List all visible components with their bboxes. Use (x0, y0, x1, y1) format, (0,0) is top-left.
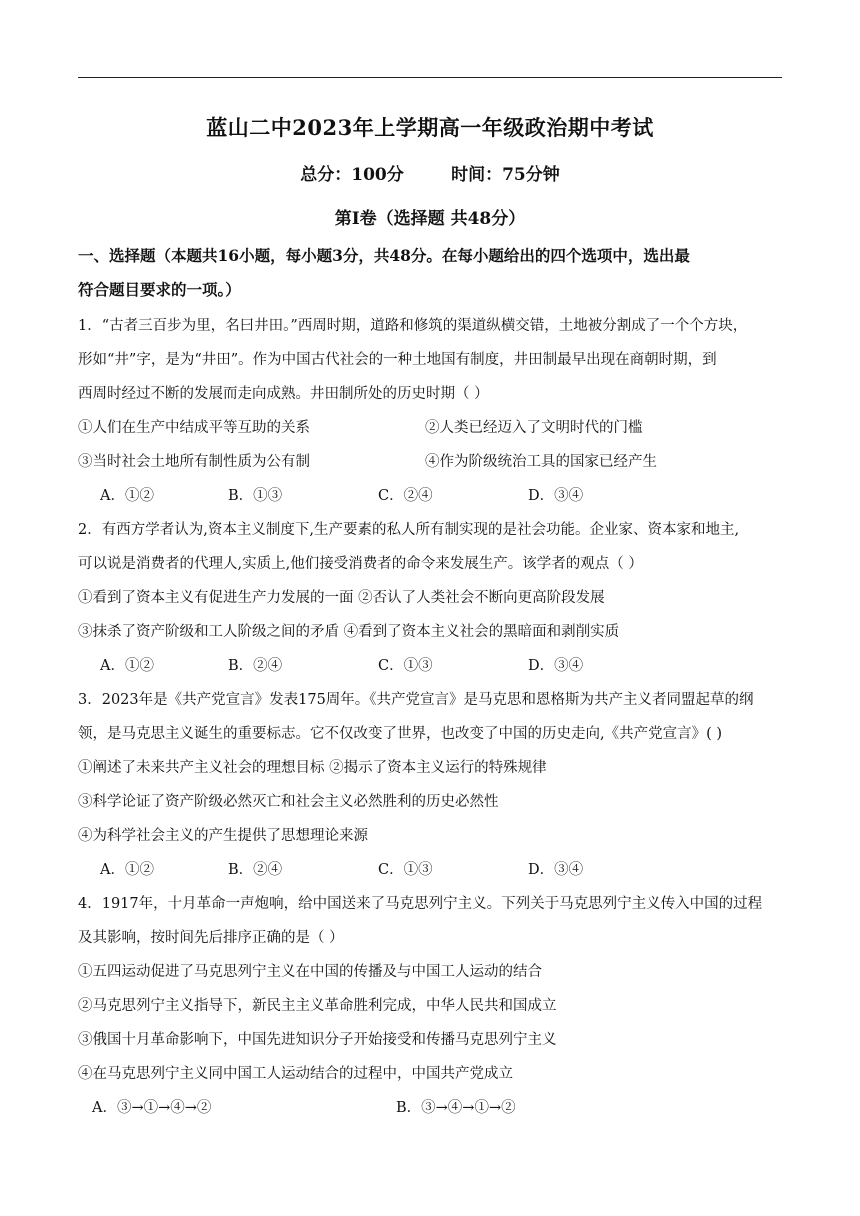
q4-statement-3: ③俄国十月革命影响下，中国先进知识分子开始接受和传播马克思列宁主义 (78, 1032, 557, 1048)
q1-choice-b: B．①③ (228, 488, 283, 504)
header-rule (78, 77, 782, 78)
q4-choice-b: B．③→④→①→② (396, 1100, 516, 1116)
q4-choice-a: A．③→①→④→② (92, 1100, 212, 1116)
instructions-line-1: 一、选择题（本题共16小题，每小题3分，共48分。在每小题给出的四个选项中，选出最 (78, 246, 690, 265)
q4-stem-line-2: 及其影响，按时间先后排序正确的是（ ） (78, 930, 344, 946)
q2-stem-line-1: 2．有西方学者认为,资本主义制度下,生产要素的私人所有制实现的是社会功能。企业家、资本家和地主, (78, 522, 740, 538)
q3-choice-d: D．③④ (528, 862, 584, 878)
q4-statement-1: ①五四运动促进了马克思列宁主义在中国的传播及与中国工人运动的结合 (78, 964, 542, 980)
q1-choice-a: A．①② (100, 488, 154, 504)
q1-statement-1: ①人们在生产中结成平等互助的关系 (78, 420, 310, 436)
q2-choice-b: B．②④ (228, 658, 283, 674)
q3-statement-3: ③科学论证了资产阶级必然灭亡和社会主义必然胜利的历史必然性 (78, 794, 499, 810)
q1-choice-d: D．③④ (528, 488, 584, 504)
q1-statement-4: ④作为阶级统治工具的国家已经产生 (425, 454, 657, 470)
q2-choice-d: D．③④ (528, 658, 584, 674)
q2-stem-line-2: 可以说是消费者的代理人,实质上,他们接受消费者的命令来发展生产。该学者的观点（ ） (78, 556, 643, 572)
q2-statements-1-2: ①看到了资本主义有促进生产力发展的一面 ②否认了人类社会不断向更高阶段发展 (78, 590, 605, 606)
q3-stem-line-1: 3．2023年是《共产党宣言》发表175周年。《共产党宣言》是马克思和恩格斯为共产主义者同盟起草的纲 (78, 692, 754, 708)
q4-statement-4: ④在马克思列宁主义同中国工人运动结合的过程中，中国共产党成立 (78, 1066, 513, 1082)
section-title: 第Ⅰ卷（选择题 共48分） (334, 209, 526, 229)
q3-stem-line-2: 领，是马克思主义诞生的重要标志。它不仅改变了世界，也改变了中国的历史走向,《共产党宣言》( ) (78, 726, 723, 742)
exam-meta: 总分：100分 时间：75分钟 (300, 165, 560, 185)
exam-title: 蓝山二中2023年上学期高一年级政治期中考试 (206, 115, 654, 140)
q3-choice-a: A．①② (100, 862, 154, 878)
q1-stem-line-3: 西周时经过不断的发展而走向成熟。井田制所处的历史时期（ ） (78, 386, 489, 402)
q1-stem-line-1: 1．“古者三百步为里，名曰井田。”西周时期，道路和修筑的渠道纵横交错，土地被分割成了一个个方块， (78, 318, 748, 334)
q3-choice-b: B．②④ (228, 862, 283, 878)
q4-statement-2: ②马克思列宁主义指导下，新民主主义革命胜利完成，中华人民共和国成立 (78, 998, 557, 1014)
q4-stem-line-1: 4．1917年，十月革命一声炮响，给中国送来了马克思列宁主义。下列关于马克思列宁主义传入中国的过程 (78, 896, 763, 912)
q2-choice-c: C．①③ (378, 658, 433, 674)
q2-choice-a: A．①② (100, 658, 154, 674)
q1-statement-2: ②人类已经迈入了文明时代的门槛 (425, 420, 643, 436)
q3-statements-1-2: ①阐述了未来共产主义社会的理想目标 ②揭示了资本主义运行的特殊规律 (78, 760, 547, 776)
q3-statement-4: ④为科学社会主义的产生提供了思想理论来源 (78, 828, 368, 844)
q3-choice-c: C．①③ (378, 862, 433, 878)
q1-statement-3: ③当时社会土地所有制性质为公有制 (78, 454, 310, 470)
q1-choice-c: C．②④ (378, 488, 433, 504)
q1-stem-line-2: 形如“井”字，是为“井田”。作为中国古代社会的一种土地国有制度，井田制最早出现在商朝时期，到 (78, 352, 717, 368)
q2-statements-3-4: ③抹杀了资产阶级和工人阶级之间的矛盾 ④看到了资本主义社会的黑暗面和剥削实质 (78, 624, 620, 640)
instructions-line-2: 符合题目要求的一项。） (78, 280, 241, 299)
